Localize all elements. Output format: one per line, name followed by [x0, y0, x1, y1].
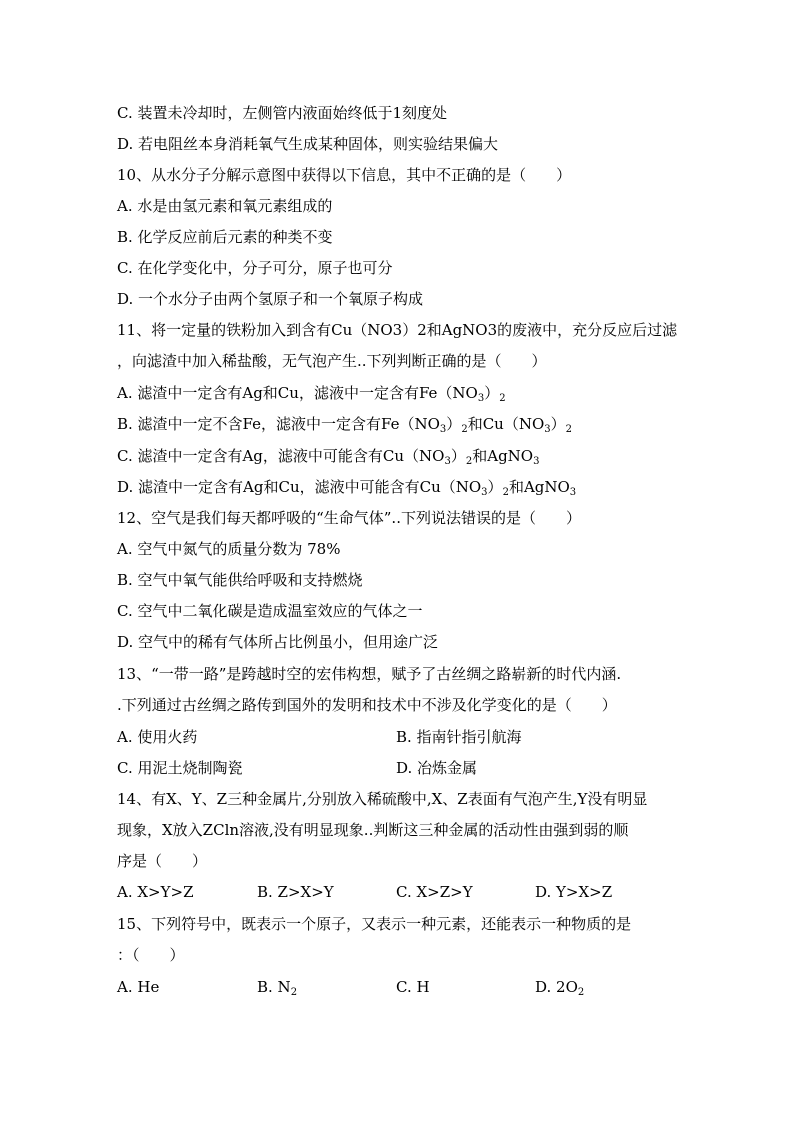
question-15-line2: ：（ ）	[117, 946, 185, 964]
option-a-q15: A. He	[117, 978, 160, 996]
question-14-line2: 现象，X放入ZCln溶液,没有明显现象..判断这三种金属的活动性由强到弱的顺	[117, 821, 629, 839]
option-a-q10: A. 水是由氢元素和氧元素组成的	[117, 197, 333, 215]
option-c-q9: C. 装置未冷却时，左侧管内液面始终低于1刻度处	[117, 104, 448, 122]
option-a-q13: A. 使用火药	[117, 728, 198, 746]
option-d-q11: D. 滤渣中一定含有Ag和Cu，滤液中可能含有$Cu(NO_3)_2$和AgNO$_3$	[117, 478, 577, 498]
question-15-line1: 15、下列符号中，既表示一个原子，又表示一种元素，还能表示一种物质的是	[117, 915, 632, 933]
option-a-q11: A. 滤渣中一定含有Ag和Cu，滤液中一定含有$Fe(NO_3)_2$	[117, 384, 506, 404]
option-d-q10: D. 一个水分子由两个氢原子和一个氧原子构成	[117, 290, 424, 308]
option-c-q12: C. 空气中二氧化碳是造成温室效应的气体之一	[117, 602, 423, 620]
option-c-q10: C. 在化学变化中，分子可分，原子也可分	[117, 259, 393, 277]
option-d-q14: D. Y>X>Z	[535, 883, 613, 901]
option-d-q12: D. 空气中的稀有气体所占比例虽小，但用途广泛	[117, 633, 439, 651]
option-b-q10: B. 化学反应前后元素的种类不变	[117, 228, 333, 246]
option-c-q15: C. H	[396, 978, 430, 996]
option-b-q12: B. 空气中氧气能供给呼吸和支持燃烧	[117, 571, 363, 589]
question-14-line3: 序是（ ）	[117, 852, 208, 870]
option-d-q9: D. 若电阻丝本身消耗氧气生成某种固体，则实验结果偏大	[117, 135, 499, 153]
option-d-q13: D. 冶炼金属	[396, 759, 478, 777]
option-b-q15: B. $N_2$	[257, 978, 298, 998]
option-a-q14: A. X>Y>Z	[117, 883, 194, 901]
question-11-line2: ，向滤渣中加入稀盐酸，无气泡产生..下列判断正确的是（ ）	[117, 352, 547, 370]
question-10: 10、从水分子分解示意图中获得以下信息，其中不正确的是（ ）	[117, 166, 572, 184]
option-b-q14: B. Z>X>Y	[257, 883, 334, 901]
option-b-q11: B. 滤渣中一定不含Fe，滤液中一定含有$Fe(NO_3)_2$和$Cu(NO_3)_2$	[117, 415, 573, 435]
option-c-q14: C. X>Z>Y	[396, 883, 473, 901]
question-12: 12、空气是我们每天都呼吸的“生命气体”..下列说法错误的是（ ）	[117, 509, 581, 527]
option-b-q13: B. 指南针指引航海	[396, 728, 522, 746]
option-d-q15: D. $2O_2$	[535, 978, 585, 998]
question-13-line2: .下列通过古丝绸之路传到国外的发明和技术中不涉及化学变化的是（ ）	[117, 696, 617, 714]
question-14-line1: 14、有X、Y、Z三种金属片,分别放入稀硫酸中,X、Z表面有气泡产生,Y没有明显	[117, 790, 648, 808]
question-11-line1: 11、将一定量的铁粉加入到含有Cu（NO3）2和AgNO3的废液中，充分反应后过滤	[117, 321, 678, 339]
option-a-q12: A. 空气中氮气的质量分数为 78%	[117, 540, 341, 558]
option-c-q11: C. 滤渣中一定含有Ag，滤液中可能含有$Cu(NO_3)_2$和AgNO$_3$	[117, 447, 540, 467]
question-13-line1: 13、“一带一路”是跨越时空的宏伟构想，赋予了古丝绸之路崭新的时代内涵.	[117, 665, 622, 683]
option-c-q13: C. 用泥土烧制陶瓷	[117, 759, 243, 777]
